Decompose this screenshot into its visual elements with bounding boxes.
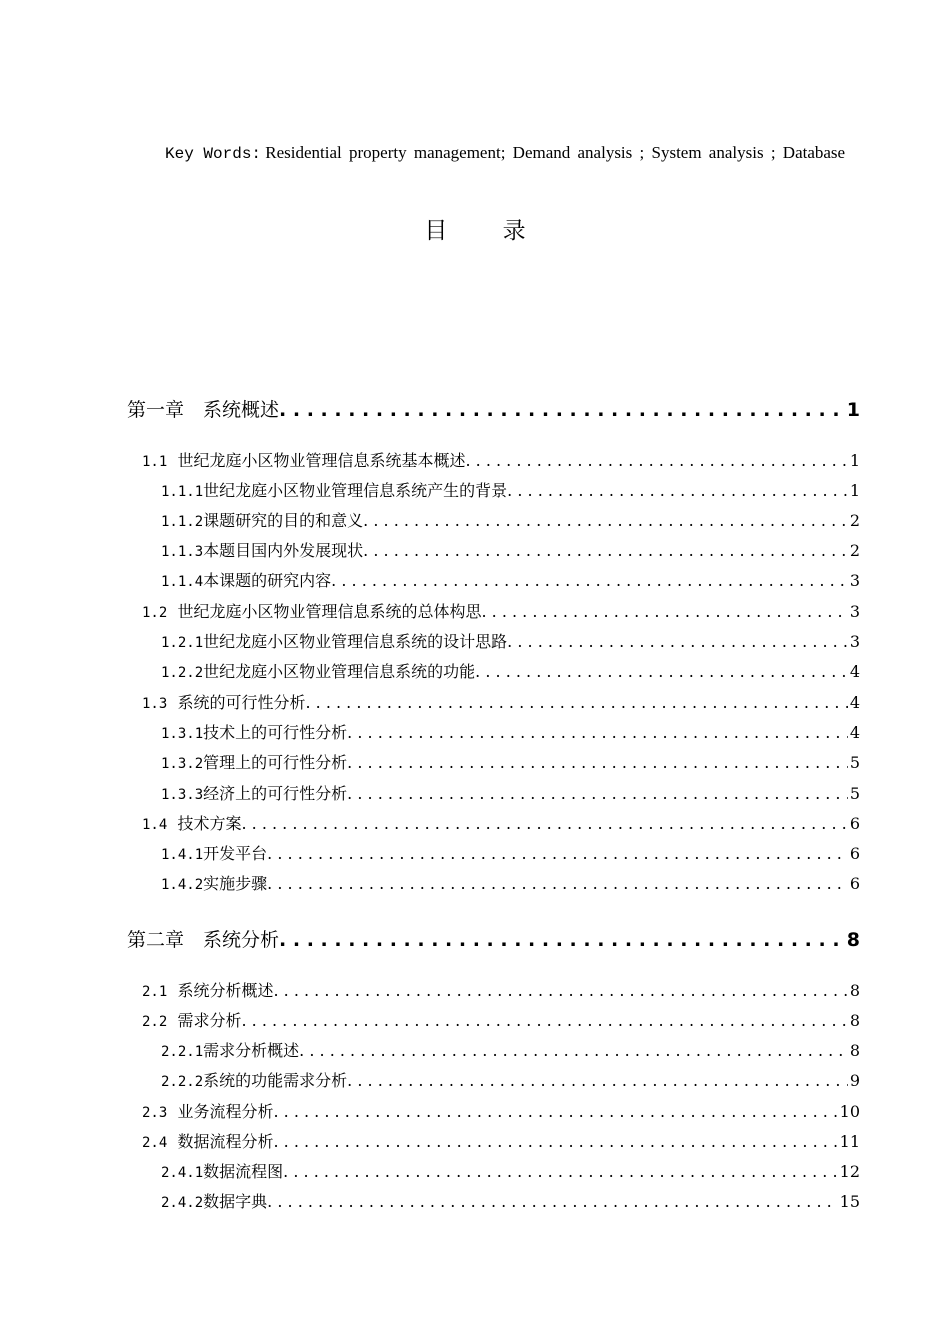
toc-entry-title: 世纪龙庭小区物业管理信息系统的功能 [203,662,476,681]
toc-entry-number: 2.4.2 [161,1195,204,1211]
toc-entry-number: 2.2.2 [161,1074,204,1090]
toc-dot-leader [267,844,848,863]
toc-dot-leader [267,1192,837,1211]
toc-entry-label [142,690,305,713]
toc-entry-number: 1.2 [142,605,168,621]
toc-entry-sub[interactable] [127,478,860,504]
toc-entry-label [127,925,279,952]
toc-page-number: 4 [849,693,860,712]
toc-entry-number: 2.4 [142,1135,168,1151]
toc-entry-sub[interactable] [127,720,860,746]
toc-entry-title: 技术方案 [177,814,242,833]
toc-dot-leader [347,784,848,803]
toc-entry-section[interactable] [127,1099,860,1125]
toc-dot-leader [273,1102,837,1121]
toc-dot-leader [507,481,848,500]
toc-dot-leader [241,814,847,833]
toc-entry-sub[interactable] [127,629,860,655]
toc-entry-gap [167,693,177,712]
toc-entry-number: 1.3.1 [161,726,204,742]
toc-dot-leader [299,1041,848,1060]
toc-entry-gap [167,1132,177,1151]
toc-page-number: 3 [849,602,860,621]
toc-page-number: 4 [849,662,860,681]
toc-entry-number: 1.2.1 [161,635,204,651]
toc-entry-section[interactable] [127,1129,860,1155]
toc-entry-title: 技术上的可行性分析 [203,723,348,742]
toc-entry-gap [167,451,177,470]
toc-entry-title: 业务流程分析 [177,1102,274,1121]
toc-entry-chapter[interactable] [127,395,860,425]
toc-entry-chapter[interactable] [127,925,860,955]
toc-page-number: 8 [849,1041,860,1060]
toc-entry-section[interactable] [127,599,860,625]
toc-dot-leader [465,451,847,470]
toc-entry-label [161,1038,299,1061]
toc-entry-gap [184,399,203,421]
toc-entry-label [142,599,481,622]
toc-dot-leader [331,571,848,590]
toc-dot-leader [241,1011,847,1030]
toc-entry-sub[interactable] [127,568,860,594]
toc-entry-label [161,538,363,561]
toc-entry-number: 1.3.3 [161,787,204,803]
toc-entry-title: 世纪龙庭小区物业管理信息系统的总体构思 [177,602,482,621]
toc-entry-title: 数据流程分析 [177,1132,274,1151]
toc-entry-number: 1.2.2 [161,665,204,681]
toc-entry-gap [167,814,177,833]
toc-title-char: 目 [424,218,448,244]
toc-title [0,212,950,245]
toc-page-number: 6 [849,814,860,833]
toc-page-number: 11 [839,1132,860,1151]
toc-page-number: 6 [849,844,860,863]
toc-entry-label [161,478,507,501]
toc-page-number: 1 [849,481,860,500]
toc-entry-label [161,629,507,652]
toc-page-number: 1 [846,399,860,421]
toc-entry-title: 系统的功能需求分析 [203,1071,348,1090]
toc-entry-number: 2.1 [142,984,168,1000]
toc-entry-number: 1.4 [142,817,168,833]
toc-entry-title: 世纪龙庭小区物业管理信息系统产生的背景 [203,481,508,500]
toc-entry-sub[interactable] [127,508,860,534]
toc-entry-label [142,1008,241,1031]
toc-entry-sub[interactable] [127,871,860,897]
toc-entry-label [161,750,347,773]
toc-entry-label [161,1068,347,1091]
toc-entry-gap [167,1102,177,1121]
toc-entry-number: 1.1.1 [161,484,204,500]
toc-dot-leader [273,981,847,1000]
toc-page-number: 15 [839,1192,860,1211]
toc-page-number: 3 [849,632,860,651]
toc-entry-title: 系统分析概述 [177,981,274,1000]
toc-entry-sub[interactable] [127,659,860,685]
toc-entry-label [142,978,273,1001]
toc-entry-number: 2.2.1 [161,1044,204,1060]
toc-entry-label [142,1129,273,1152]
toc-dot-leader [347,753,848,772]
toc-entry-title: 数据字典 [203,1192,268,1211]
toc-entry-title: 开发平台 [203,844,268,863]
toc-dot-leader [267,874,848,893]
toc-entry-label [161,1159,283,1182]
toc-entry-sub[interactable] [127,538,860,564]
toc-dot-leader [279,929,845,951]
toc-entry-title: 本课题的研究内容 [203,571,332,590]
toc-entry-title: 经济上的可行性分析 [203,784,348,803]
toc-page-number: 4 [849,723,860,742]
toc-dot-leader [363,541,848,560]
toc-entry-title: 世纪龙庭小区物业管理信息系统的设计思路 [203,632,508,651]
toc-entry-sub[interactable] [127,1189,860,1215]
toc-entry-number: 1.4.2 [161,877,204,893]
toc-entry-section[interactable] [127,448,860,474]
toc-entry-number: 1.1 [142,454,168,470]
toc-dot-leader [347,723,848,742]
toc-dot-leader [481,602,847,621]
keywords-text: Residential property management; Demand analysis ; System analysis ; Database [265,143,846,162]
toc-entry-title: 本题目国内外发展现状 [203,541,364,560]
toc-entry-label [161,568,331,591]
toc-dot-leader [507,632,848,651]
toc-page-number: 3 [849,571,860,590]
toc-entry-label [161,841,267,864]
toc-entry-label [161,720,347,743]
toc-entry-label [142,811,241,834]
toc-entry-number: 1.1.2 [161,514,204,530]
toc-page-number: 9 [849,1071,860,1090]
toc-page-number: 12 [839,1162,860,1181]
toc-entry-title: 需求分析 [177,1011,242,1030]
toc-entry-number: 第一章 [127,399,185,421]
toc-page-number: 8 [846,929,860,951]
toc-entry-sub[interactable] [127,781,860,807]
toc-page-number: 1 [849,451,860,470]
toc-dot-leader [305,693,847,712]
toc-page-number: 10 [839,1102,860,1121]
toc-entry-label [142,448,465,471]
toc-entry-sub[interactable] [127,1038,860,1064]
toc-entry-sub[interactable] [127,750,860,776]
toc-entry-gap [184,929,203,951]
toc-entry-label [127,395,279,422]
toc-entry-label [161,1189,267,1212]
toc-page-number: 5 [849,784,860,803]
toc-entry-sub[interactable] [127,841,860,867]
toc-entry-number: 2.3 [142,1105,168,1121]
toc-dot-leader [475,662,848,681]
toc-entry-gap [167,1011,177,1030]
toc-entry-label [161,659,475,682]
toc-entry-title: 系统分析 [203,929,280,951]
toc-entry-gap [167,981,177,1000]
toc-entry-title: 管理上的可行性分析 [203,753,348,772]
toc-entry-label [161,508,363,531]
toc-entry-number: 1.4.1 [161,847,204,863]
toc-entry-number: 第二章 [127,929,185,951]
toc-entry-section[interactable] [127,811,860,837]
keywords-paragraph [127,138,860,169]
toc-entry-gap [167,602,177,621]
toc-entry-title: 数据流程图 [203,1162,284,1181]
toc-entry-number: 1.3.2 [161,756,204,772]
toc-entry-number: 1.3 [142,696,168,712]
toc-page-number: 2 [849,511,860,530]
toc-page-number: 2 [849,541,860,560]
toc-entry-sub[interactable] [127,1159,860,1185]
toc-entry-label [142,1099,273,1122]
toc-entry-title: 系统概述 [203,399,280,421]
toc-entry-label [161,781,347,804]
toc-entry-number: 1.1.3 [161,544,204,560]
toc-page-number: 6 [849,874,860,893]
toc-title-char: 录 [502,218,526,244]
toc-entry-title: 世纪龙庭小区物业管理信息系统基本概述 [177,451,466,470]
toc-page-number: 8 [849,1011,860,1030]
toc-dot-leader [279,399,845,421]
toc-entry-section[interactable] [127,1008,860,1034]
toc-entry-section[interactable] [127,690,860,716]
toc-entry-number: 2.2 [142,1014,168,1030]
toc-entry-title: 实施步骤 [203,874,268,893]
toc-page-number: 8 [849,981,860,1000]
toc-entry-number: 1.1.4 [161,574,204,590]
toc-entry-number: 2.4.1 [161,1165,204,1181]
toc-dot-leader [283,1162,837,1181]
toc-entry-section[interactable] [127,978,860,1004]
toc-entry-label [161,871,267,894]
toc-page-number: 5 [849,753,860,772]
toc-entry-title: 课题研究的目的和意义 [203,511,364,530]
toc-entry-title: 需求分析概述 [203,1041,300,1060]
keywords-label: Key Words: [165,145,262,163]
toc-entry-sub[interactable] [127,1068,860,1094]
toc-dot-leader [347,1071,848,1090]
toc-dot-leader [273,1132,837,1151]
toc-entry-title: 系统的可行性分析 [177,693,306,712]
toc-dot-leader [363,511,848,530]
